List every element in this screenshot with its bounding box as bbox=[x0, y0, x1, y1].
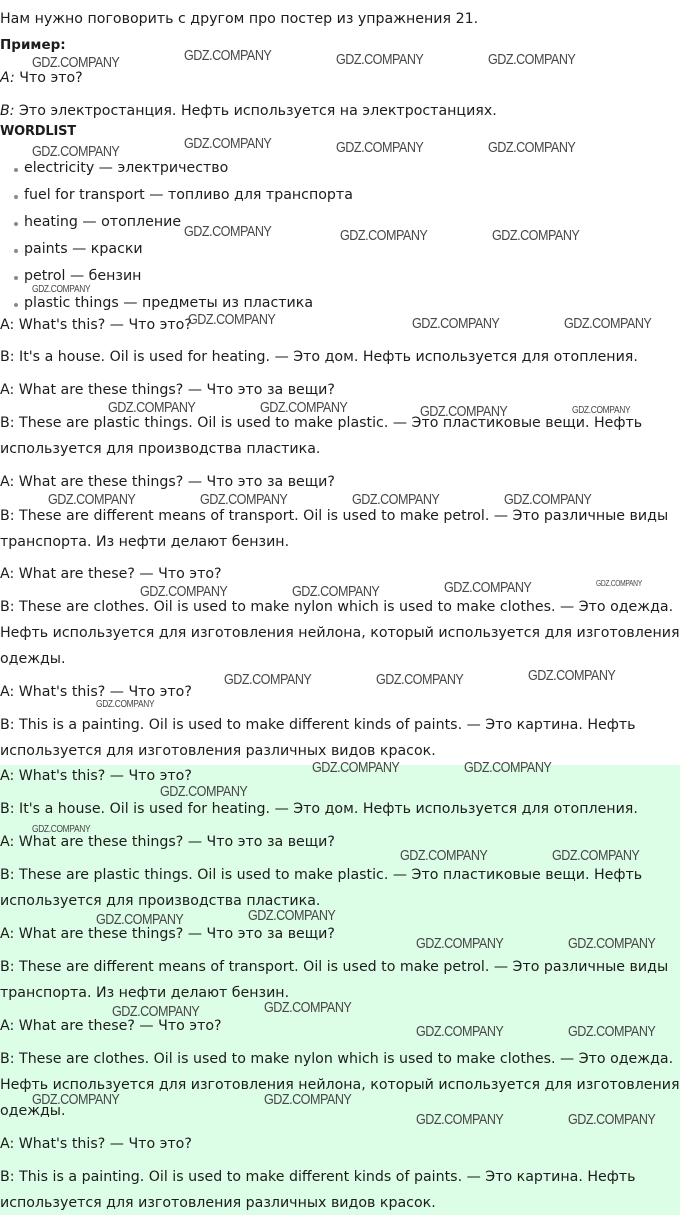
dialogue-line: A: What's this? — Что это? bbox=[0, 684, 192, 700]
watermark-text: GDZ.COMPANY bbox=[376, 671, 464, 688]
dialogue-line: A: What are these things? — Что это за вещи? bbox=[0, 834, 335, 850]
watermark-text: GDZ.COMPANY bbox=[32, 1091, 120, 1108]
watermark-text: GDZ.COMPANY bbox=[488, 139, 576, 156]
dialogue-line: B: These are different means of transport. Oil is used to make petrol. — Это различные виды транспорта. Из нефти делают бензин. bbox=[0, 959, 669, 1001]
wordlist-item: fuel for transport — топливо для транспорта bbox=[0, 182, 353, 209]
example-line-a bbox=[0, 65, 680, 91]
dialogue-line: B: It's a house. Oil is used for heating. — Это дом. Нефть используется для отопления. bbox=[0, 349, 638, 365]
dialogue-line: B: These are plastic things. Oil is used to make plastic. — Это пластиковые вещи. Нефть используется для производства пластика. bbox=[0, 415, 643, 457]
watermark-text: GDZ.COMPANY bbox=[184, 223, 272, 240]
watermark-text: GDZ.COMPANY bbox=[32, 143, 120, 160]
speaker-a-label: A: bbox=[0, 70, 15, 86]
watermark-text: GDZ.COMPANY bbox=[248, 907, 336, 924]
watermark-text: GDZ.COMPANY bbox=[264, 1091, 352, 1108]
watermark-text: GDZ.COMPANY bbox=[420, 403, 508, 420]
watermark-text: GDZ.COMPANY bbox=[32, 284, 91, 295]
watermark-text: GDZ.COMPANY bbox=[224, 671, 312, 688]
dialogue-line: A: What's this? — Что это? bbox=[0, 1136, 192, 1152]
watermark-text: GDZ.COMPANY bbox=[416, 1111, 504, 1128]
dialogue-line: B: This is a painting. Oil is used to make different kinds of paints. — Это картина. Нефть используется для изготовления различных видов красок. bbox=[0, 717, 636, 759]
dialogue-line: A: What's this? — Что это? bbox=[0, 317, 192, 333]
example-b-text: Это электростанция. Нефть используется на электростанциях. bbox=[14, 103, 497, 119]
wordlist-item: paints — краски bbox=[0, 236, 353, 263]
watermark-text: GDZ.COMPANY bbox=[412, 315, 500, 332]
dialogue-line: B: This is a painting. Oil is used to make different kinds of paints. — Это картина. Нефть используется для изготовления различных видов красок. bbox=[0, 1169, 636, 1211]
speaker-b-label: B: bbox=[0, 103, 15, 119]
watermark-text: GDZ.COMPANY bbox=[184, 47, 272, 64]
watermark-text: GDZ.COMPANY bbox=[528, 667, 616, 684]
watermark-text: GDZ.COMPANY bbox=[464, 759, 552, 776]
watermark-text: GDZ.COMPANY bbox=[444, 579, 532, 596]
watermark-text: GDZ.COMPANY bbox=[552, 847, 640, 864]
watermark-text: GDZ.COMPANY bbox=[416, 1023, 504, 1040]
watermark-text: GDZ.COMPANY bbox=[416, 935, 504, 952]
dialogue-line: A: What are these things? — Что это за вещи? bbox=[0, 474, 335, 490]
dialogue-line: B: These are different means of transport. Oil is used to make petrol. — Это различные виды транспорта. Из нефти делают бензин. bbox=[0, 508, 669, 550]
watermark-text: GDZ.COMPANY bbox=[48, 491, 136, 508]
watermark-text: GDZ.COMPANY bbox=[568, 1023, 656, 1040]
dialogue-line: A: What's this? — Что это? bbox=[0, 768, 192, 784]
dialogue-line: A: What are these? — Что это? bbox=[0, 1018, 222, 1034]
wordlist-item: heating — отопление bbox=[0, 209, 353, 236]
example-label: Пример: bbox=[0, 37, 66, 53]
watermark-text: GDZ.COMPANY bbox=[400, 847, 488, 864]
dialogue-line: A: What are these? — Что это? bbox=[0, 566, 222, 582]
watermark-text: GDZ.COMPANY bbox=[292, 583, 380, 600]
example-a-text: Что это? bbox=[14, 70, 83, 86]
watermark-text: GDZ.COMPANY bbox=[340, 227, 428, 244]
wordlist-item: plastic things — предметы из пластика bbox=[0, 290, 353, 317]
watermark-text: GDZ.COMPANY bbox=[492, 227, 580, 244]
watermark-text: GDZ.COMPANY bbox=[188, 311, 276, 328]
watermark-text: GDZ.COMPANY bbox=[352, 491, 440, 508]
wordlist bbox=[0, 155, 353, 317]
watermark-text: GDZ.COMPANY bbox=[264, 999, 352, 1016]
dialogue-line: B: These are plastic things. Oil is used to make plastic. — Это пластиковые вещи. Нефть используется для производства пластика. bbox=[0, 867, 643, 909]
watermark-text: GDZ.COMPANY bbox=[140, 583, 228, 600]
watermark-text: GDZ.COMPANY bbox=[32, 54, 120, 71]
dialogue-line: A: What are these things? — Что это за вещи? bbox=[0, 382, 335, 398]
watermark-text: GDZ.COMPANY bbox=[96, 699, 155, 710]
watermark-text: GDZ.COMPANY bbox=[488, 51, 576, 68]
dialogue-line: B: These are clothes. Oil is used to make nylon which is used to make clothes. — Это одежда. Нефть используется для изготовления нейлона, который используется для изготовления одежды. bbox=[0, 599, 680, 667]
watermark-text: GDZ.COMPANY bbox=[184, 135, 272, 152]
wordlist-item: petrol — бензин bbox=[0, 263, 353, 290]
wordlist-item: electricity — электричество bbox=[0, 155, 353, 182]
watermark-text: GDZ.COMPANY bbox=[336, 51, 424, 68]
watermark-text: GDZ.COMPANY bbox=[112, 1003, 200, 1020]
watermark-text: GDZ.COMPANY bbox=[564, 315, 652, 332]
watermark-text: GDZ.COMPANY bbox=[96, 911, 184, 928]
intro-text: Нам нужно поговорить с другом про постер из упражнения 21. bbox=[0, 11, 479, 27]
watermark-text: GDZ.COMPANY bbox=[596, 579, 642, 588]
watermark-text: GDZ.COMPANY bbox=[260, 399, 348, 416]
dialogue-line: B: These are clothes. Oil is used to make nylon which is used to make clothes. — Это одежда. Нефть используется для изготовления нейлона, который используется для изготовления одежды. bbox=[0, 1051, 680, 1119]
wordlist-title: WORDLIST bbox=[0, 124, 76, 139]
dialogue-line: B: It's a house. Oil is used for heating. — Это дом. Нефть используется для отопления. bbox=[0, 801, 638, 817]
example-line-b bbox=[0, 98, 680, 124]
watermark-text: GDZ.COMPANY bbox=[160, 783, 248, 800]
watermark-text: GDZ.COMPANY bbox=[108, 399, 196, 416]
watermark-text: GDZ.COMPANY bbox=[32, 824, 91, 835]
watermark-text: GDZ.COMPANY bbox=[572, 405, 631, 416]
watermark-text: GDZ.COMPANY bbox=[200, 491, 288, 508]
watermark-text: GDZ.COMPANY bbox=[504, 491, 592, 508]
watermark-text: GDZ.COMPANY bbox=[568, 935, 656, 952]
watermark-text: GDZ.COMPANY bbox=[568, 1111, 656, 1128]
dialogue-line: A: What are these things? — Что это за вещи? bbox=[0, 926, 335, 942]
watermark-text: GDZ.COMPANY bbox=[336, 139, 424, 156]
watermark-text: GDZ.COMPANY bbox=[312, 759, 400, 776]
